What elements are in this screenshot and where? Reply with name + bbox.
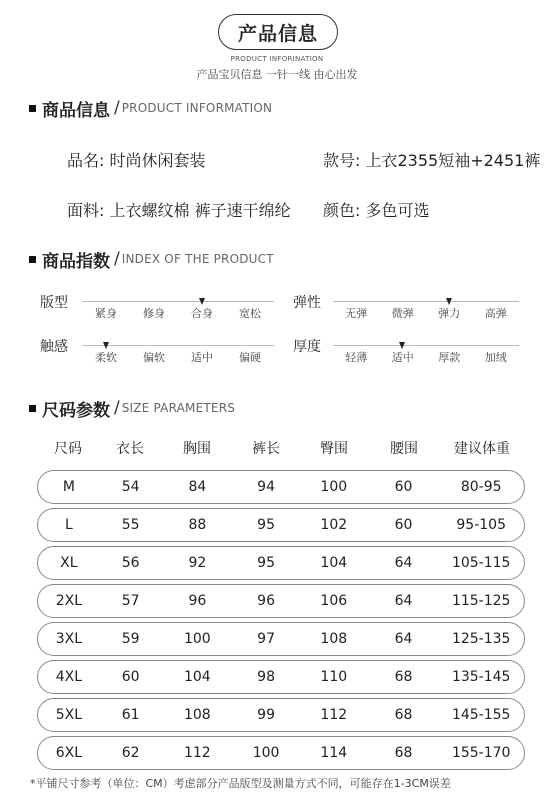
product-color-value: 多色可选: [365, 201, 430, 220]
table-cell: 59: [121, 631, 140, 647]
product-fabric-value: 上衣螺纹棉 裤子速干绵纶: [109, 201, 291, 220]
slash-divider: /: [114, 398, 120, 418]
bullet-icon: [29, 256, 36, 263]
table-cell: 106: [320, 593, 348, 609]
table-header-cell: 胸围: [183, 441, 211, 457]
indicator-option: 宽松: [239, 307, 261, 320]
bullet-icon: [29, 105, 36, 112]
table-cell: 3XL: [55, 631, 83, 647]
table-header-cell: 衣长: [116, 441, 144, 457]
table-cell: 55: [121, 517, 140, 533]
table-cell: 98: [257, 669, 275, 685]
table-cell: 60: [394, 517, 413, 533]
section-title: 商品指数: [42, 251, 110, 272]
section-title: 商品信息: [42, 100, 110, 121]
indicator-option: 弹力: [438, 307, 461, 320]
table-cell: 145-155: [451, 707, 511, 723]
table-cell: 88: [188, 517, 207, 533]
table-cell: 102: [320, 517, 348, 533]
bullet-icon: [29, 405, 36, 412]
table-row: [37, 508, 525, 542]
section-header-info: [29, 97, 272, 119]
size-table: [37, 430, 525, 770]
table-cell: 54: [121, 479, 140, 495]
table-cell: 94: [257, 479, 275, 495]
indicator-track: [333, 301, 519, 302]
table-cell: 6XL: [55, 745, 83, 761]
indicator-option: 合身: [191, 307, 213, 320]
table-cell: 99: [257, 707, 275, 723]
indicator-option: 轻薄: [345, 351, 368, 364]
table-cell: XL: [60, 555, 78, 571]
table-cell: 60: [394, 479, 413, 495]
table-row: [37, 470, 525, 504]
table-cell: 92: [188, 555, 207, 571]
table-cell: M: [62, 479, 75, 495]
indicator-option: 偏硬: [239, 351, 261, 364]
table-header-cell: 尺码: [54, 441, 82, 457]
section-subtitle: PRODUCT INFORMATION: [121, 101, 273, 115]
section-subtitle: SIZE PARAMETERS: [121, 401, 236, 415]
indicator-label: 版型: [40, 295, 68, 311]
table-cell: 104: [183, 669, 211, 685]
indicator-label: 厚度: [293, 339, 321, 355]
indicator-option: 柔软: [95, 351, 117, 364]
table-row: [37, 584, 525, 618]
indicator-option: 修身: [143, 307, 165, 320]
product-name-label: 品名:: [67, 151, 105, 170]
indicator-option: 无弹: [345, 307, 368, 320]
table-row: [37, 660, 525, 694]
section-header-index: [29, 248, 274, 270]
table-row: [37, 546, 525, 580]
table-cell: 112: [183, 745, 211, 761]
table-cell: 4XL: [55, 669, 83, 685]
product-fabric-label: 面料:: [67, 201, 105, 220]
table-cell: 104: [320, 555, 348, 571]
table-cell: 100: [183, 631, 211, 647]
table-cell: L: [64, 517, 73, 533]
selected-marker-icon: [199, 298, 205, 305]
table-cell: 60: [121, 669, 140, 685]
table-header-row: [37, 430, 525, 466]
table-cell: 56: [121, 555, 140, 571]
table-cell: 155-170: [451, 745, 511, 761]
product-fabric: [67, 198, 291, 221]
table-cell: 108: [183, 707, 211, 723]
table-header-cell: 臀围: [320, 441, 348, 457]
table-cell: 84: [188, 479, 207, 495]
table-header-cell: 腰围: [390, 441, 418, 457]
indicator-option: 高弹: [484, 307, 507, 320]
table-cell: 64: [394, 593, 413, 609]
table-cell: 5XL: [55, 707, 83, 723]
table-cell: 114: [320, 745, 348, 761]
indicator-option: 适中: [191, 351, 213, 364]
table-cell: 125-135: [451, 631, 511, 647]
table-cell: 68: [394, 669, 413, 685]
table-cell: 62: [121, 745, 140, 761]
table-cell: 64: [394, 555, 413, 571]
table-row: [37, 736, 525, 770]
product-style-no: [323, 148, 540, 171]
slash-divider: /: [114, 98, 120, 118]
table-cell: 100: [320, 479, 348, 495]
slash-divider: /: [114, 249, 120, 269]
indicator-label: 弹性: [293, 295, 321, 311]
table-cell: 112: [320, 707, 348, 723]
table-cell: 100: [252, 745, 280, 761]
section-title: 尺码参数: [42, 400, 110, 421]
header-subtitle: PRODUCT INFORINATION: [230, 55, 324, 63]
header-title: 产品信息: [218, 14, 338, 50]
product-style-value: 上衣2355短袖+2451裤: [365, 151, 541, 170]
indicator-track: [82, 301, 274, 302]
table-cell: 61: [121, 707, 140, 723]
table-cell: 2XL: [55, 593, 83, 609]
selected-marker-icon: [103, 342, 109, 349]
table-cell: 80-95: [460, 479, 502, 495]
table-cell: 105-115: [451, 555, 511, 571]
table-cell: 95-105: [456, 517, 506, 533]
table-cell: 96: [188, 593, 207, 609]
product-color-label: 颜色:: [323, 201, 361, 220]
section-subtitle: INDEX OF THE PRODUCT: [121, 252, 274, 266]
table-header-cell: 裤长: [252, 441, 280, 457]
indicator-option: 紧身: [95, 307, 117, 320]
product-name: [67, 148, 206, 171]
table-cell: 97: [257, 631, 275, 647]
table-cell: 108: [320, 631, 348, 647]
indicator-label: 触感: [40, 339, 68, 355]
table-row: [37, 622, 525, 656]
selected-marker-icon: [399, 342, 405, 349]
indicator-option: 厚款: [438, 351, 461, 364]
selected-marker-icon: [446, 298, 452, 305]
table-cell: 135-145: [451, 669, 511, 685]
header-slogan: 产品宝贝信息 一针一线 由心出发: [196, 68, 358, 81]
table-cell: 57: [121, 593, 140, 609]
table-cell: 68: [394, 745, 413, 761]
table-cell: 96: [257, 593, 275, 609]
indicator-track: [82, 345, 274, 346]
table-header-cell: 建议体重: [454, 441, 510, 457]
product-style-label: 款号:: [323, 151, 361, 170]
table-cell: 64: [394, 631, 413, 647]
table-cell: 115-125: [451, 593, 511, 609]
product-color: [323, 198, 430, 221]
footnote: *平铺尺寸参考（单位：CM）考虑部分产品版型及测量方式不同，可能存在1-3CM误差: [30, 777, 451, 790]
table-cell: 68: [394, 707, 413, 723]
table-cell: 95: [257, 555, 275, 571]
indicator-option: 加绒: [484, 351, 507, 364]
table-cell: 95: [257, 517, 275, 533]
indicator-option: 适中: [391, 351, 414, 364]
indicator-option: 偏软: [143, 351, 165, 364]
table-row: [37, 698, 525, 732]
indicator-option: 微弹: [391, 307, 414, 320]
table-cell: 110: [320, 669, 348, 685]
product-name-value: 时尚休闲套装: [109, 151, 206, 170]
indicator-track: [333, 345, 519, 346]
section-header-size: [29, 397, 235, 419]
